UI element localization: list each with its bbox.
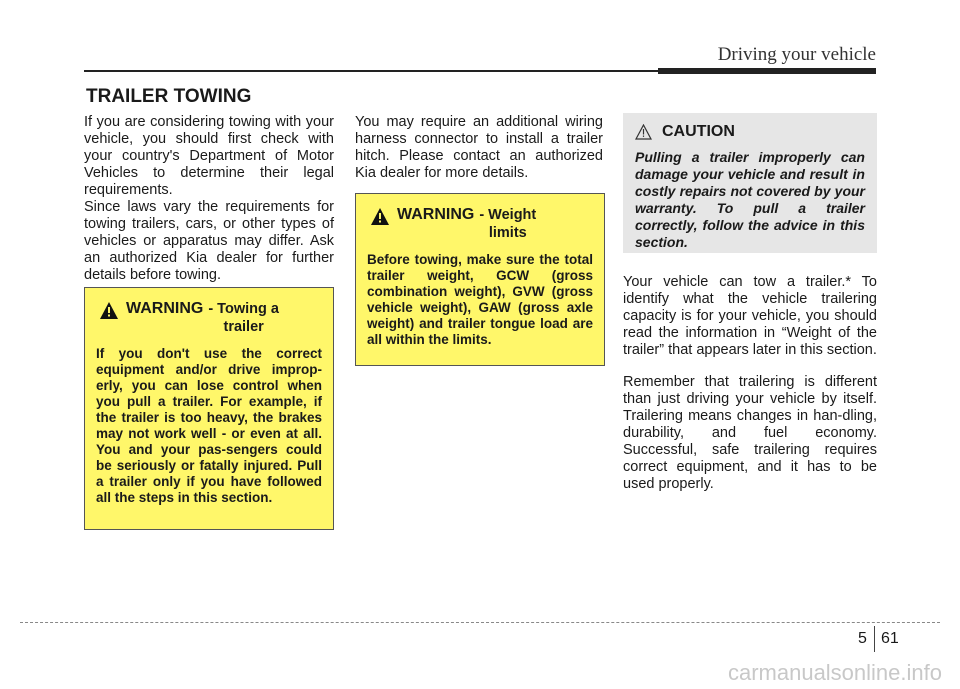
caution-body: Pulling a trailer improperly can damage your vehicle and result in costly repairs not covered by your warranty. To pull a trailer correctly, follow the advice in this section.	[635, 149, 865, 250]
warning-towing-box	[84, 287, 334, 530]
wiring-paragraph: You may require an additional wiring harness connector to install a trailer hitch. Please contact an authorized Kia dealer for more details.	[355, 114, 603, 181]
warning-weight-body: Before towing, make sure the total trailer weight, GCW (gross combination weight), GVW (gross vehicle weight), GAW (gross axle weight) and trailer tongue load are all within the limits.	[367, 252, 593, 347]
watermark: carmanualsonline.info	[727, 660, 942, 685]
intro-paragraph-1: If you are considering towing with your vehicle, you should first check with your country's Department of Motor Vehicles to determine their legal requirements.	[84, 114, 334, 198]
header-rule-accent	[658, 68, 876, 74]
warning-towing-subtitle-2: trailer	[223, 319, 264, 335]
warning-icon	[371, 208, 389, 225]
capacity-paragraph: Your vehicle can tow a trailer.* To identify what the vehicle trailering capacity is for your vehicle, you should read the information in “Weight of the trailer” that appears later in this section.	[623, 274, 877, 358]
caution-icon	[635, 124, 652, 140]
warning-towing-body: If you don't use the correct equipment and/or drive improp-erly, you can lose control when you pull a trailer. For example, if the trailer is too heavy, the brakes may not work well - or even at all. You and your pas-sengers could be seriously or fatally injured. Pull a trailer only if you have followed all the steps in this section.	[96, 346, 322, 505]
intro-paragraph-2: Since laws vary the requirements for towing trailers, cars, or other types of vehicles or apparatus may differ. Ask an authorized Kia dealer for further details before towing.	[84, 199, 334, 283]
warning-icon	[100, 302, 118, 319]
chapter-number: 5	[858, 630, 867, 647]
page-number-separator	[874, 626, 875, 652]
page-number: 61	[881, 630, 899, 647]
section-title: TRAILER TOWING	[86, 86, 252, 107]
warning-towing-subtitle-1: - Towing a	[208, 301, 279, 317]
warning-weight-header	[367, 206, 593, 242]
footer-rule	[20, 622, 940, 623]
caution-box	[623, 113, 877, 253]
warning-weight-subtitle-2: limits	[488, 225, 527, 241]
header-title: Driving your vehicle	[717, 44, 876, 65]
warning-towing-label: WARNING	[126, 300, 204, 317]
warning-weight-label: WARNING	[397, 206, 475, 223]
trailering-paragraph: Remember that trailering is different than just driving your vehicle by itself. Trailering means changes in han-dling, durability, and fuel economy. Successful, safe trailering requires correct equipment, and it has to be used properly.	[623, 374, 877, 492]
caution-header	[635, 123, 865, 141]
warning-weight-box	[355, 193, 605, 366]
warning-weight-subtitle-1: - Weight	[479, 207, 537, 223]
warning-towing-header	[96, 300, 322, 336]
caution-label: CAUTION	[662, 123, 735, 140]
